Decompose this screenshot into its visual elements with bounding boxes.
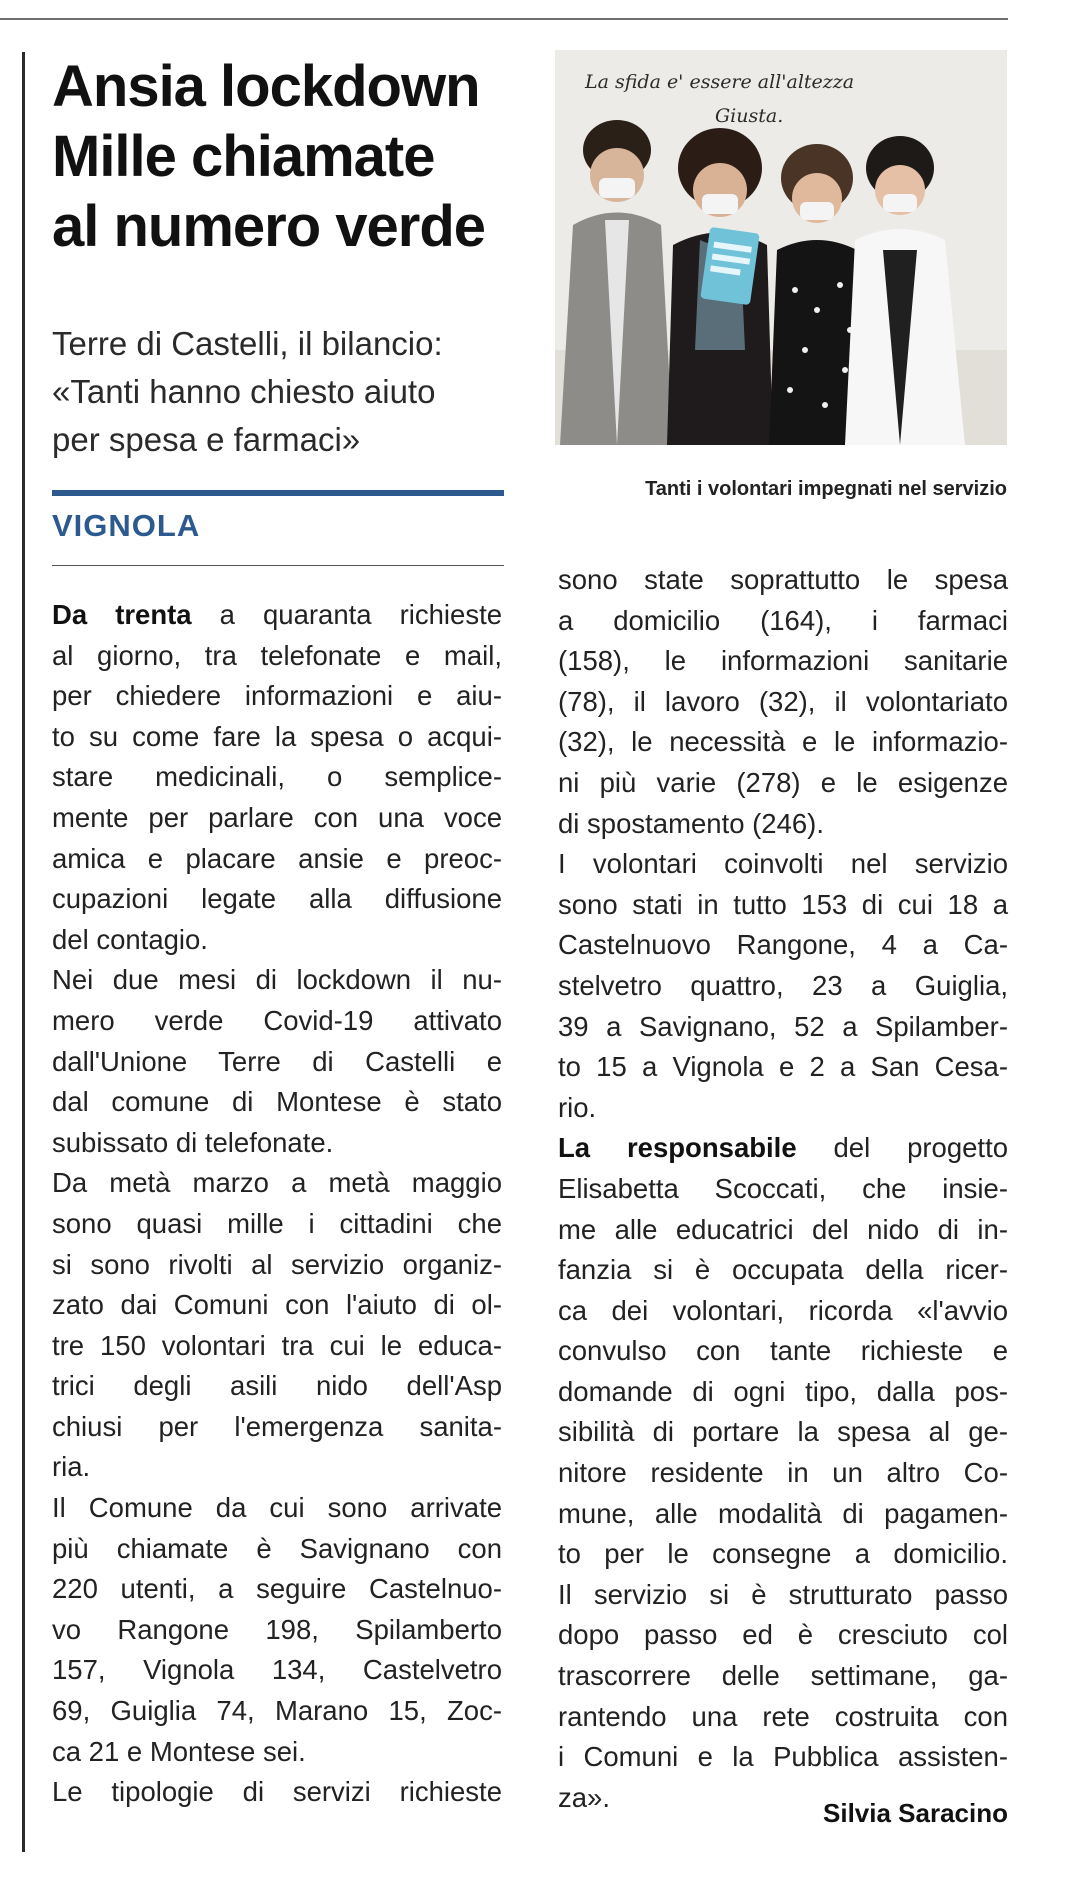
text-line: mero verde Covid-19 attivato: [52, 1004, 502, 1036]
text-line: subissato di telefonate.: [52, 1126, 334, 1158]
text-line: trascorrere delle settimane, ga-: [558, 1660, 1008, 1692]
text-line: 69, Guiglia 74, Marano 15, Zoc-: [52, 1695, 502, 1727]
text-line: stelvetro quattro, 23 a Guiglia,: [558, 969, 1008, 1001]
divider: [52, 565, 504, 566]
byline: Silvia Saracino: [823, 1798, 1008, 1828]
text-line: rantendo una rete costruita con: [558, 1700, 1008, 1732]
subtitle-line: Terre di Castelli, il bilancio:: [52, 325, 443, 362]
text-line: (78), il lavoro (32), il volontariato: [558, 685, 1008, 717]
text-line: dal comune di Montese è stato: [52, 1086, 502, 1118]
text-line: sono stati in tutto 153 di cui 18 a: [558, 888, 1008, 920]
text-line: Da metà marzo a metà maggio: [52, 1167, 502, 1199]
text-line: ni più varie (278) e le esigenze: [558, 766, 1008, 798]
text-line: ca 21 e Montese sei.: [52, 1735, 306, 1767]
article-column-right: [558, 560, 1008, 1818]
text-line: a domicilio (164), i farmaci: [558, 604, 1008, 636]
wall-text-2: Giusta.: [715, 105, 784, 127]
text-line: stare medicinali, o semplice-: [52, 761, 502, 793]
text-line: convulso con tante richieste e: [558, 1335, 1008, 1367]
text-line: za».: [558, 1781, 610, 1813]
text-line: ria.: [52, 1451, 91, 1483]
text-line: ca dei volontari, ricorda «l'avvio: [558, 1294, 1008, 1326]
text-line: 220 utenti, a seguire Castelnuo-: [52, 1573, 502, 1605]
text-line: sibilità di portare la spesa al ge-: [558, 1416, 1008, 1448]
text-line: i Comuni e la Pubblica assisten-: [558, 1741, 1008, 1773]
text-line: dall'Unione Terre di Castelli e: [52, 1045, 502, 1077]
text-line: mune, alle modalità di pagamen-: [558, 1497, 1008, 1529]
subtitle: [52, 320, 512, 464]
text-line: Elisabetta Scoccati, che insie-: [558, 1172, 1008, 1204]
photo-caption: Tanti i volontari impegnati nel servizio: [645, 478, 1007, 500]
text-line: (32), le necessità e le informazio-: [558, 726, 1008, 758]
text-line: fanzia si è occupata della ricer-: [558, 1254, 1008, 1286]
text-line: cupazioni legate alla diffusione: [52, 883, 502, 915]
article-photo: [555, 50, 1007, 445]
text-line: La responsabile del progetto: [558, 1132, 1009, 1164]
text-line: amica e placare ansie e preoc-: [52, 842, 502, 874]
text-line: al giorno, tra telefonate e mail,: [52, 639, 502, 671]
text-line: to su come fare la spesa o acqui-: [52, 720, 502, 752]
headline: [52, 52, 512, 262]
text-line: vo Rangone 198, Spilamberto: [52, 1613, 502, 1645]
text-line: Il servizio si è strutturato passo: [558, 1578, 1008, 1610]
text-line: to per le consegne a domicilio.: [558, 1538, 1008, 1570]
text-line: zato dai Comuni con l'aiuto di ol-: [52, 1289, 502, 1321]
text-line: chiusi per l'emergenza sanita-: [52, 1410, 502, 1442]
text-line: Castelnuovo Rangone, 4 a Ca-: [558, 929, 1008, 961]
subtitle-line: «Tanti hanno chiesto aiuto: [52, 373, 436, 410]
text-line: di spostamento (246).: [558, 807, 824, 839]
top-rule: [0, 18, 1008, 20]
text-line: dopo passo ed è cresciuto col: [558, 1619, 1008, 1651]
text-line: si sono rivolti al servizio organiz-: [52, 1248, 502, 1280]
text-line: 39 a Savignano, 52 a Spilamber-: [558, 1010, 1008, 1042]
text-line: domande di ogni tipo, dalla pos-: [558, 1375, 1008, 1407]
text-line: sono state soprattutto le spesa: [558, 564, 1008, 595]
text-line: Il Comune da cui sono arrivate: [52, 1492, 502, 1524]
text-line: Le tipologie di servizi richieste: [52, 1776, 502, 1808]
photo-illustration: [555, 50, 1007, 445]
text-line: Da trenta a quaranta richieste: [52, 599, 502, 630]
lead-in: La responsabile: [558, 1132, 797, 1164]
subtitle-line: per spesa e farmaci»: [52, 421, 361, 458]
article-column-left: [52, 595, 502, 1813]
text-line: to 15 a Vignola e 2 a San Cesa-: [558, 1051, 1008, 1083]
text-line: I volontari coinvolti nel servizio: [558, 848, 1008, 880]
text-line: per chiedere informazioni e aiu-: [52, 680, 502, 712]
section-label: VIGNOLA: [52, 508, 201, 543]
text-line: nitore residente in un altro Co-: [558, 1457, 1008, 1489]
text-line: 157, Vignola 134, Castelvetro: [52, 1654, 502, 1686]
lead-in: Da trenta: [52, 599, 192, 630]
left-margin-bar: [22, 52, 25, 1852]
text-line: trici degli asili nido dell'Asp: [52, 1370, 502, 1402]
text-line: più chiamate è Savignano con: [52, 1532, 502, 1564]
headline-line: Mille chiamate: [52, 124, 435, 189]
text-line: tre 150 volontari tra cui le educa-: [52, 1329, 502, 1361]
wall-text-1: La sfida e' essere all'altezza: [585, 71, 855, 93]
text-line: me alle educatrici del nido di in-: [558, 1213, 1008, 1245]
headline-line: Ansia lockdown: [52, 54, 480, 119]
text-line: rio.: [558, 1091, 597, 1123]
held-card: [700, 227, 760, 305]
text-line: sono quasi mille i cittadini che: [52, 1207, 502, 1239]
text-line: (158), le informazioni sanitarie: [558, 645, 1008, 677]
section-rule: [52, 490, 504, 496]
headline-line: al numero verde: [52, 194, 486, 259]
text-line: Nei due mesi di lockdown il nu-: [52, 964, 502, 996]
text-line: mente per parlare con una voce: [52, 801, 502, 833]
text-line: del contagio.: [52, 923, 208, 955]
